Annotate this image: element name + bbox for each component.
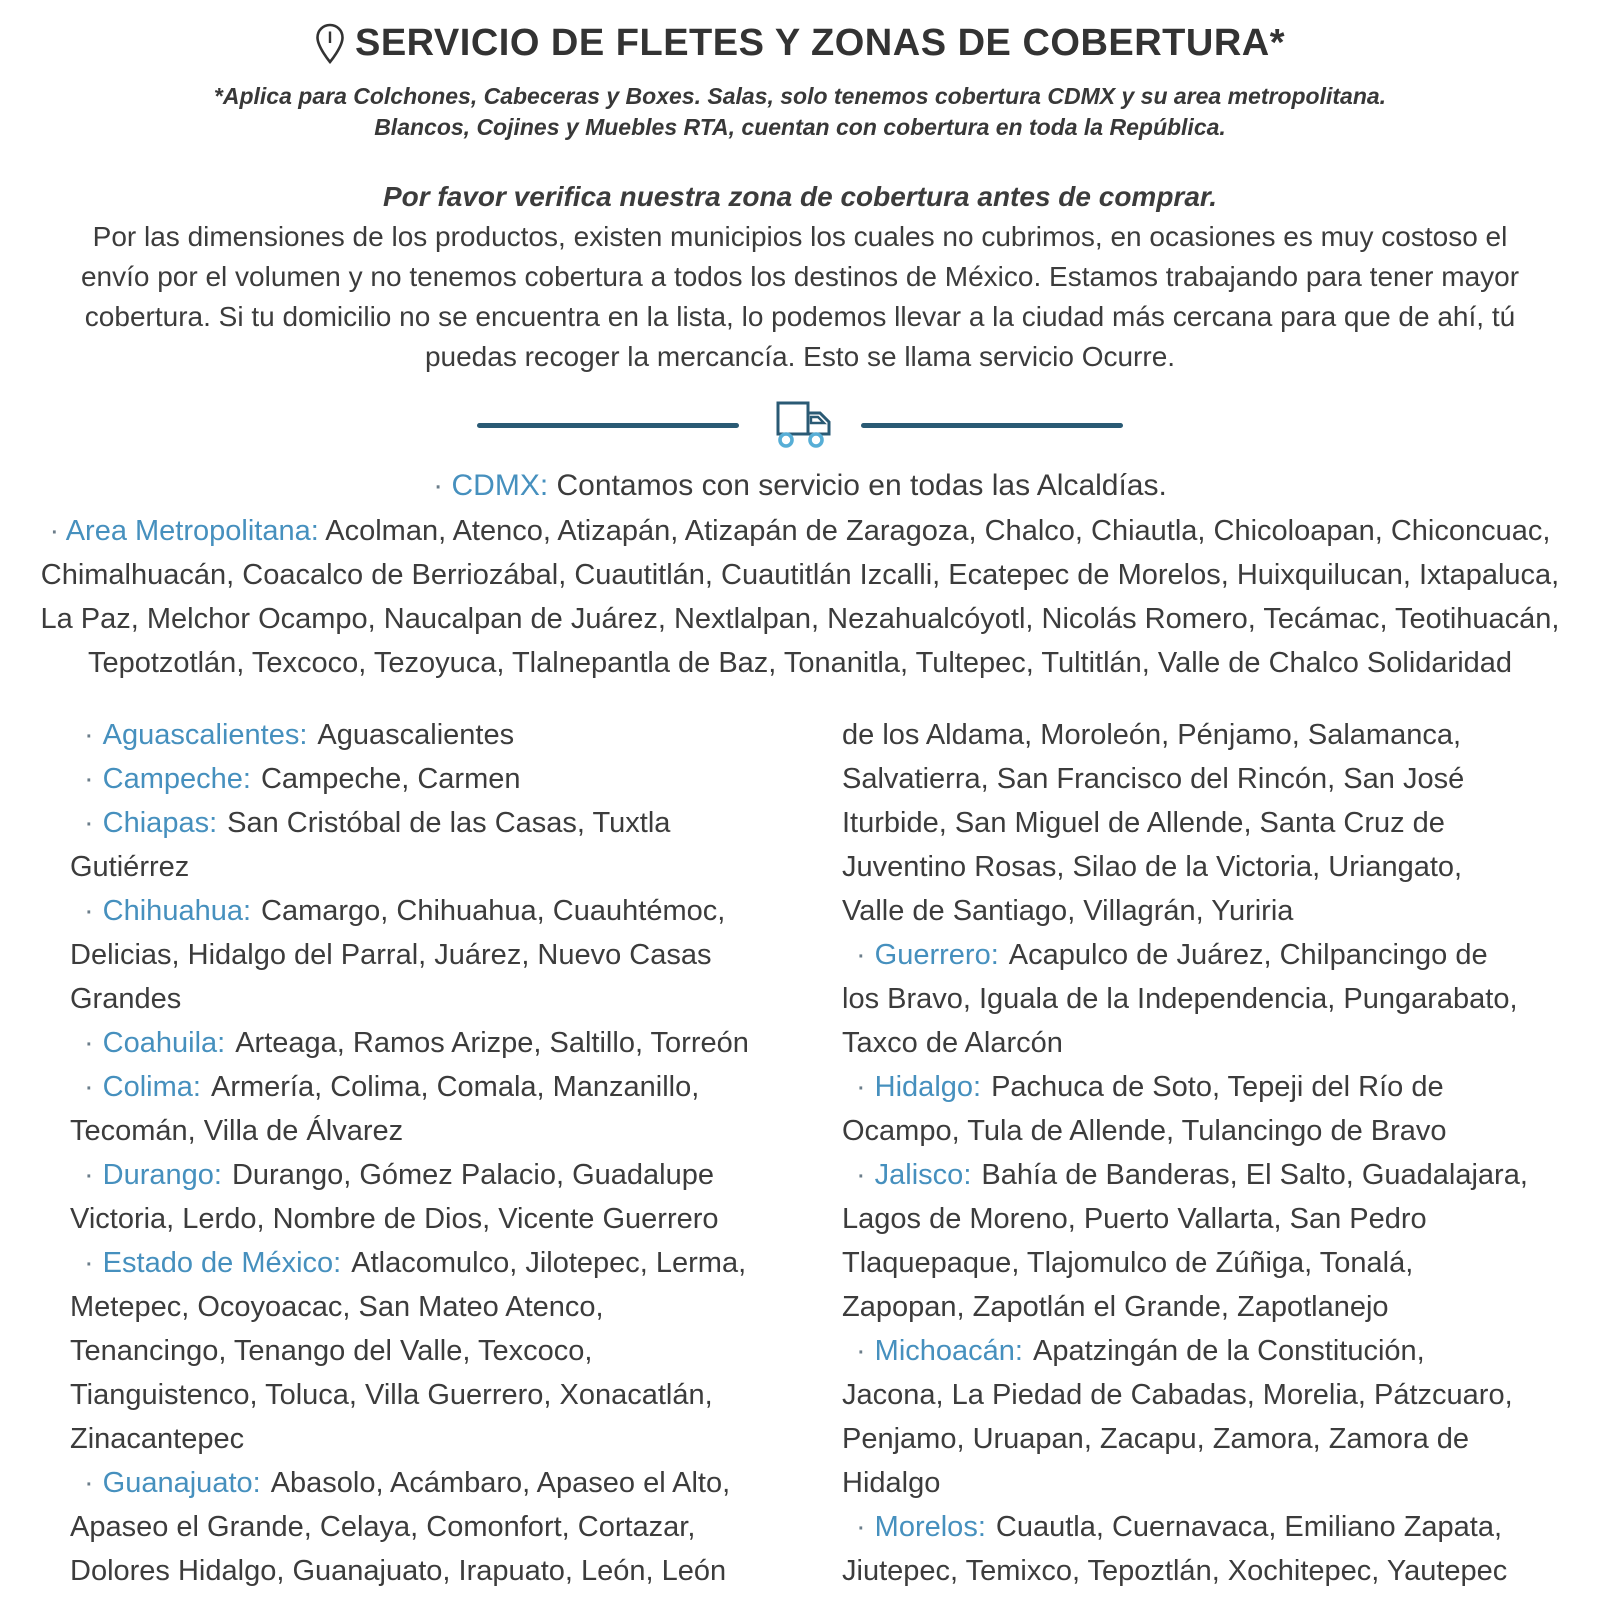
page-title-text: SERVICIO DE FLETES Y ZONAS DE COBERTURA* <box>354 22 1286 64</box>
truck-icon <box>763 399 837 451</box>
state-row <box>70 757 758 801</box>
state-name: Guerrero: <box>874 939 999 971</box>
state-row <box>842 1153 1530 1329</box>
state-name: Aguascalientes: <box>102 719 308 751</box>
state-name: Coahuila: <box>102 1027 226 1059</box>
product-disclaimer: *Aplica para Colchones, Cabeceras y Boxes. Salas, solo tenemos cobertura CDMX y su area metropolitana. Blancos, Cojines y Muebles RTA, cuentan con cobertura en toda la República. <box>213 83 1387 140</box>
state-name: Morelos: <box>874 1511 986 1543</box>
state-row <box>70 1241 758 1461</box>
bullet-glyph: · <box>856 1159 866 1191</box>
state-cities: Bahía de Banderas, El Salto, Guadalajara, Lagos de Moreno, Puerto Vallarta, San Pedro Tlaquepaque, Tlajomulco de Zúñiga, Tonalá, Zapopan, Zapotlán el Grande, Zapotlanejo <box>842 1159 1528 1323</box>
divider-line-right <box>861 423 1123 428</box>
state-cities: Arteaga, Ramos Arizpe, Saltillo, Torreón <box>235 1027 749 1059</box>
state-name: Colima: <box>102 1071 201 1103</box>
state-row <box>842 1329 1530 1505</box>
state-name: Chiapas: <box>102 807 218 839</box>
metro-text: Acolman, Atenco, Atizapán, Atizapán de Zaragoza, Chalco, Chiautla, Chicoloapan, Chiconcuac, Chimalhuacán, Coacalco de Berriozábal, Cuautitlán, Cuautitlán Izcalli, Ecatepec de Morelos, Huixquilucan, Ixtapaluca, La Paz, Melchor Ocampo, Naucalpan de Juárez, Nextlalpan, Nezahualcóyotl, Nicolás Romero, Tecámac, Teotihuacán, Tepotzotlán, Texcoco, Tezoyuca, Tlalnepantla de Baz, Tonanitla, Tultepec, Tultitlán, Valle de Chalco Solidaridad <box>40 515 1560 679</box>
state-row <box>842 933 1530 1065</box>
state-cities: Acapulco de Juárez, Chilpancingo de los Bravo, Iguala de la Independencia, Pungarabato, Taxco de Alarcón <box>842 939 1518 1059</box>
state-name: Durango: <box>102 1159 222 1191</box>
verify-note: Por favor verifica nuestra zona de cobertura antes de comprar. <box>382 181 1218 212</box>
state-cities: Armería, Colima, Comala, Manzanillo, Tecomán, Villa de Álvarez <box>70 1071 700 1147</box>
bullet-glyph: · <box>856 939 866 971</box>
bullet-glyph: · <box>84 763 94 795</box>
state-row <box>70 1021 758 1065</box>
divider-line-left <box>477 423 739 428</box>
bullet-glyph: · <box>84 1027 94 1059</box>
state-name: Estado de México: <box>102 1247 342 1279</box>
location-pin-icon <box>315 23 345 65</box>
bullet-glyph: · <box>84 1071 94 1103</box>
bullet-glyph: · <box>84 1159 94 1191</box>
state-row <box>70 1065 758 1153</box>
cdmx-text: Contamos con servicio en todas las Alcaldías. <box>556 469 1167 502</box>
state-cities: Campeche, Carmen <box>260 763 521 795</box>
state-row <box>842 1505 1530 1593</box>
metro-coverage-paragraph <box>35 509 1565 685</box>
cdmx-coverage-line <box>0 465 1600 507</box>
metro-label: Area Metropolitana: <box>65 515 319 547</box>
state-cities: Apatzingán de la Constitución, Jacona, La Piedad de Cabadas, Morelia, Pátzcuaro, Penjamo, Uruapan, Zacapu, Zamora, Zamora de Hidalgo <box>842 1335 1513 1499</box>
state-cities: San Cristóbal de las Casas, Tuxtla Gutiérrez <box>70 807 671 883</box>
coverage-note: Por las dimensiones de los productos, existen municipios los cuales no cubrimos, en ocasiones es muy costoso el envío por el volumen y no tenemos cobertura a todos los destinos de México. Estamos trabajando para tener mayor cobertura. Si tu domicilio no se encuentra en la lista, lo podemos llevar a la ciudad más cercana para que de ahí, tú puedas recoger la mercancía. Esto se llama servicio Ocurre. <box>80 221 1520 372</box>
state-row <box>70 713 758 757</box>
state-name: Jalisco: <box>874 1159 972 1191</box>
bullet-glyph: · <box>856 1335 866 1367</box>
cdmx-label: CDMX: <box>451 469 549 502</box>
state-row <box>842 1065 1530 1153</box>
state-cities: Pachuca de Soto, Tepeji del Río de Ocampo, Tula de Allende, Tulancingo de Bravo <box>842 1071 1447 1147</box>
bullet-glyph: · <box>84 895 94 927</box>
bullet-glyph: · <box>856 1511 866 1543</box>
page-title <box>0 0 1600 65</box>
state-cities: Atlacomulco, Jilotepec, Lerma, Metepec, Ocoyoacac, San Mateo Atenco, Tenancingo, Tenango del Valle, Texcoco, Tianguistenco, Toluca, Villa Guerrero, Xonacatlán, Zinacantepec <box>70 1247 747 1455</box>
bullet-glyph: · <box>856 1071 866 1103</box>
state-cities: Aguascalientes <box>317 719 515 751</box>
bullet-glyph: · <box>84 1467 94 1499</box>
state-name: Chihuahua: <box>102 895 252 927</box>
truck-divider <box>0 399 1600 451</box>
state-row <box>70 889 758 1021</box>
bullet-glyph: · <box>84 1247 94 1279</box>
states-list <box>70 713 1530 1593</box>
state-row <box>70 1153 758 1241</box>
state-cities: Camargo, Chihuahua, Cuauhtémoc, Delicias, Hidalgo del Parral, Juárez, Nuevo Casas Grandes <box>70 895 726 1015</box>
state-cities: Durango, Gómez Palacio, Guadalupe Victoria, Lerdo, Nombre de Dios, Vicente Guerrero <box>70 1159 719 1235</box>
bullet-glyph: · <box>433 469 444 502</box>
state-cities: Abasolo, Acámbaro, Apaseo el Alto, Apaseo el Grande, Celaya, Comonfort, Cortazar, Dolores Hidalgo, Guanajuato, Irapuato, León, León de los Aldama, Moroleón, Pénjamo, Salamanca, Salvatierra, San Francisco del Rincón, San José Iturbide, San Miguel de Allende, Santa Cruz de Juventino Rosas, Silao de la Victoria, Uriangato, Valle de Santiago, Villagrán, Yuriria <box>70 719 1465 1587</box>
state-name: Guanajuato: <box>102 1467 261 1499</box>
state-name: Michoacán: <box>874 1335 1023 1367</box>
state-name: Hidalgo: <box>874 1071 982 1103</box>
bullet-glyph: · <box>84 807 94 839</box>
state-cities: Cuautla, Cuernavaca, Emiliano Zapata, Jiutepec, Temixco, Tepoztlán, Xochitepec, Yautepec <box>842 1511 1508 1587</box>
state-row <box>70 801 758 889</box>
state-name: Campeche: <box>102 763 251 795</box>
bullet-glyph: · <box>84 719 94 751</box>
bullet-glyph: · <box>49 515 60 547</box>
